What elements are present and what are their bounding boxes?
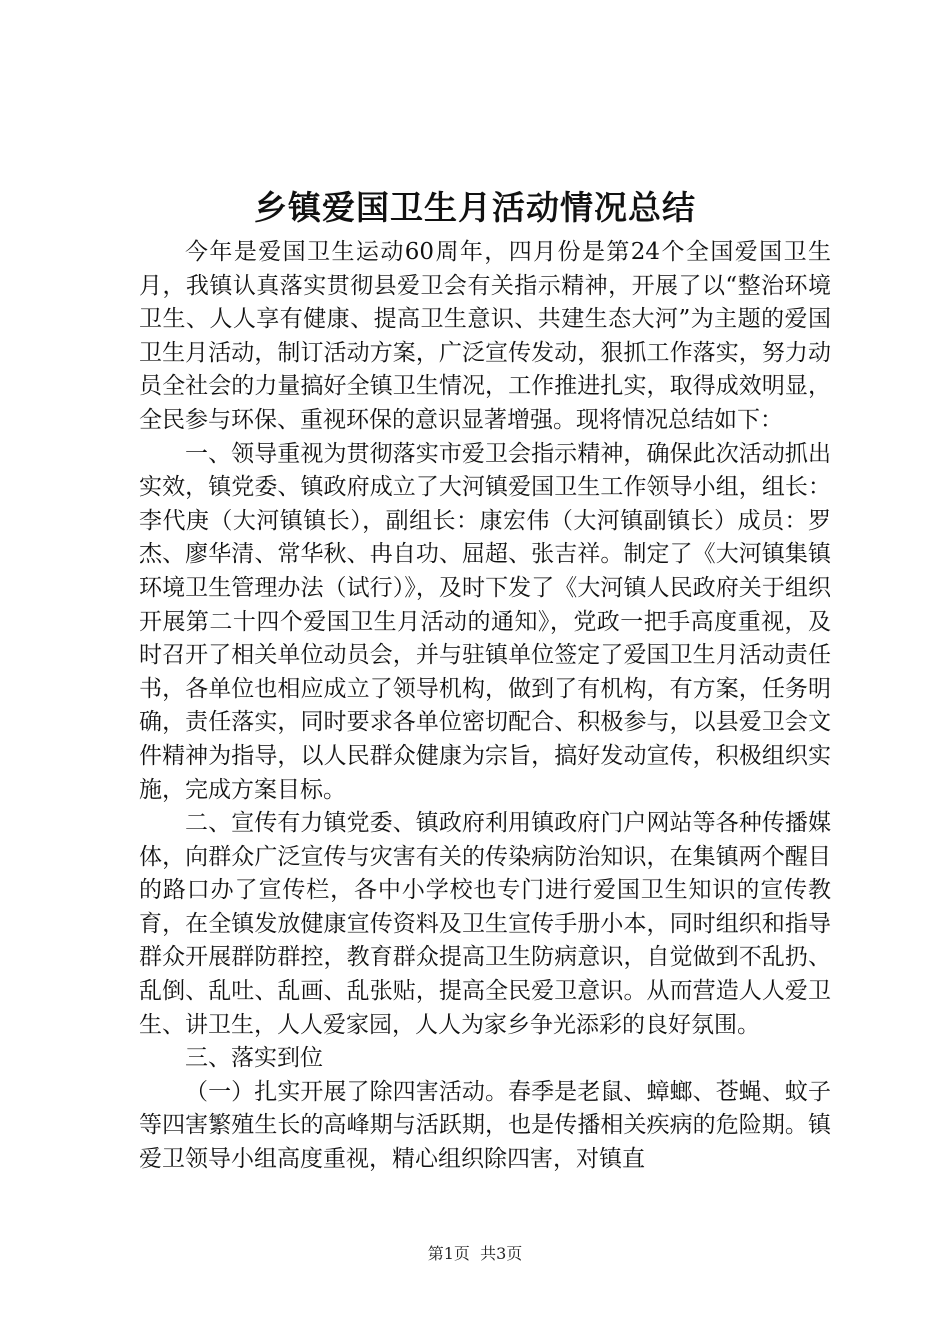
section-2-paragraph: 二、宣传有力镇党委、镇政府利用镇政府门户网站等各种传播媒体，向群众广泛宣传与灾害有关的传染病防治知识，在集镇两个醒目的路口办了宣传栏，各中小学校也专门进行爱国卫生知识的宣传教育，在全镇发放健康宣传资料及卫生宣传手册小本，同时组织和指导群众开展群防群控，教育群众提高卫生防病意识，自觉做到不乱扔、乱倒、乱吐、乱画、乱张贴，提高全民爱卫意识。从而营造人人爱卫生、讲卫生，人人爱家园，人人为家乡争光添彩的良好氛围。 <box>139 810 831 1038</box>
page-footer <box>0 1243 950 1265</box>
section-3-1-paragraph: （一）扎实开展了除四害活动。春季是老鼠、蟑螂、苍蝇、蚊子等四害繁殖生长的高峰期与活跃期，也是传播相关疾病的危险期。镇爱卫领导小组高度重视，精心组织除四害，对镇直 <box>139 1078 831 1173</box>
intro-paragraph: 今年是爱国卫生运动60周年，四月份是第24个全国爱国卫生月，我镇认真落实贯彻县爱卫会有关指示精神，开展了以“整治环境卫生、人人享有健康、提高卫生意识、共建生态大河”为主题的爱国卫生月活动，制订活动方案，广泛宣传发动，狠抓工作落实，努力动员全社会的力量搞好全镇卫生情况，工作推进扎实，取得成效明显，全民参与环保、重视环保的意识显著增强。现将情况总结如下： <box>139 239 831 433</box>
page-number: 第1页 <box>427 1244 470 1263</box>
section-3-heading: 三、落实到位 <box>185 1045 323 1072</box>
document-body <box>139 236 831 1177</box>
document-title: 乡镇爱国卫生月活动情况总结 <box>254 188 696 227</box>
total-pages: 共3页 <box>480 1244 523 1263</box>
section-1-paragraph: 一、领导重视为贯彻落实市爱卫会指示精神，确保此次活动抓出实效，镇党委、镇政府成立了大河镇爱国卫生工作领导小组，组长：李代庚（大河镇镇长），副组长：康宏伟（大河镇副镇长）成员：罗杰、廖华清、常华秋、冉自功、屈超、张吉祥。制定了《大河镇集镇环境卫生管理办法（试行）》，及时下发了《大河镇人民政府关于组织开展第二十四个爱国卫生月活动的通知》，党政一把手高度重视，及时召开了相关单位动员会，并与驻镇单位签定了爱国卫生月活动责任书，各单位也相应成立了领导机构，做到了有机构，有方案，任务明确，责任落实，同时要求各单位密切配合、积极参与，以县爱卫会文件精神为指导，以人民群众健康为宗旨，搞好发动宣传，积极组织实施，完成方案目标。 <box>139 440 831 803</box>
